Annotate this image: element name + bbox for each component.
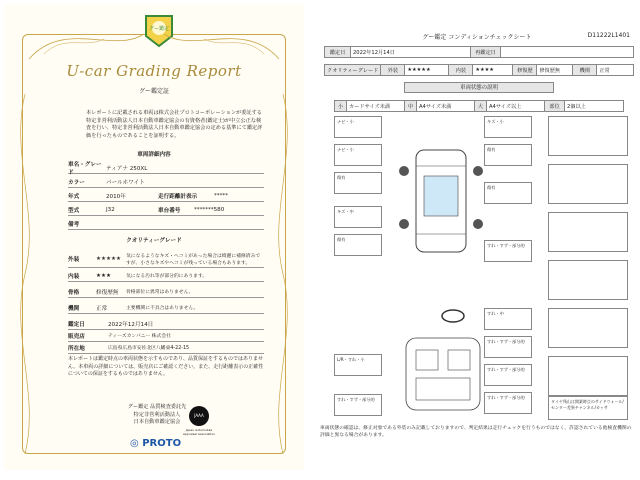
damage-box: L/R・すれ・小 xyxy=(334,354,382,376)
tire-box xyxy=(548,164,628,204)
vehicle-section-title: 車両詳細内容 xyxy=(137,152,171,158)
damage-box: キズ・中 xyxy=(334,206,382,228)
report-disclaimer: 本レポートは鑑定時点の車両状態を示すものであり、品質保証をするものではありません。本車両の詳細については、販売店にご確認ください。また、走行距離表示の正確性についての保証をするものではありません。 xyxy=(68,356,264,377)
tire-box xyxy=(548,308,628,348)
damage-box: すれ・すず・部分的 xyxy=(484,240,532,262)
ornament-right-icon xyxy=(268,94,298,454)
sheet-grade-table: クオリティーグレード 外装 ★★★★★ 内装 ★★★★ 修復歴 修復歴無 機関 正常 xyxy=(324,64,634,76)
damage-box: 傷有 xyxy=(334,172,382,194)
status-header: 車両状態の説明 xyxy=(404,82,554,93)
damage-box: すれ・すず・部分的 xyxy=(484,392,532,414)
sheet-code: D11222L1401 xyxy=(587,32,630,39)
ornament-top-icon xyxy=(24,14,284,64)
meta-row-dealer: 販売店 ティーズカンパニー 株式会社 xyxy=(68,330,264,342)
jaaa-subtitle: Japan Automobile Appraisal Association xyxy=(182,428,216,436)
damage-box: 傷有 xyxy=(334,234,382,256)
legend-table: 小 カードサイズ未満 中 A4サイズ未満 大 A4サイズ以上 部位 2個以上 xyxy=(334,100,624,112)
badge-text: グー鑑定 xyxy=(148,26,170,32)
car-interior-diagram xyxy=(396,334,490,414)
tire-box xyxy=(548,116,628,156)
damage-box: すれ・すず・部分的 xyxy=(484,364,532,386)
damage-box: すれ・すず・部分的 xyxy=(484,336,532,358)
quality-row-frame: 骨格 修復歴無 骨格部位に異常はありません。 xyxy=(68,286,264,298)
meta-row-address: 所在地 広島県広島市安佐北区八幡東4-22-15 xyxy=(68,342,264,354)
report-frame xyxy=(22,34,286,454)
condition-sheet xyxy=(320,4,634,470)
quality-row-exterior: 外装 ★★★★★ 気になるようなキズ・ヘコミがあった場合は綺麗に補修済みですが、小さなキズやヘコミが残っている場合もあります。 xyxy=(68,250,264,268)
sheet-header: グー鑑定 コンディションチェックシート xyxy=(422,34,532,41)
report-intro: 本レポートに記載される車両は株式会社プロトコーポレーションが委託する特定非営利活動法人日本自動車鑑定協会の有資格者(鑑定士)が中立公正な検査を行い、特定非営利活動法人日本自動車鑑定協会の定める基準にて鑑定評価を行ったものであることを証明する。 xyxy=(86,110,263,139)
quality-row-engine: 機関 正常 主要機関に不具合はありません。 xyxy=(68,302,264,314)
ornament-left-icon xyxy=(10,94,40,454)
grading-report xyxy=(4,4,304,470)
vehicle-row-color: カラー パールホワイト xyxy=(68,176,264,188)
tire-box xyxy=(548,356,628,396)
damage-box: キズ・小 xyxy=(484,116,532,138)
damage-box: すれ・中 xyxy=(484,308,532,330)
vehicle-row-remarks: 備考 xyxy=(68,218,264,230)
meta-row-date: 鑑定日 2022年12月14日 xyxy=(68,318,264,330)
damage-box: ナビ・小 xyxy=(334,144,382,166)
damage-box: ナビ・小 xyxy=(334,116,382,138)
vehicle-row-name: 車名・グレード ティアナ 250XL xyxy=(68,162,264,174)
report-subtitle: グー鑑定証 xyxy=(138,88,169,95)
report-title: U-car Grading Report xyxy=(66,62,242,80)
tire-box xyxy=(548,260,628,300)
tire-note: タイヤ残山は開業時点のサイドウォール/センター差異チャンネル/カッサ xyxy=(548,396,628,420)
damage-box: 傷有 xyxy=(484,144,532,166)
sheet-date-table: 鑑定日 2022年12月14日 再鑑定日 xyxy=(324,46,634,58)
damage-box: 傷有 xyxy=(484,182,532,204)
tire-box xyxy=(548,212,628,252)
proto-logo: ◎ PROTO xyxy=(130,438,182,449)
vehicle-row-model: 型式 J32 車台番号 *******580 xyxy=(68,204,264,216)
quality-row-interior: 内装 ★★★ 気になる汚れ等が部分的にあります。 xyxy=(68,270,264,282)
quality-section-title: クオリティーグレード xyxy=(126,238,182,244)
sheet-footnote: 車両状態の確認は、修正対象である外装のみ記載しておりますので、判定結果は走行チェックを行うものではなく、許認されている他検査機関の評価と異なる場合があります。 xyxy=(320,426,632,438)
issuer-text: グー鑑定 品質検査委託先 特定非営利活動法人 日本自動車鑑定協会 xyxy=(127,404,187,425)
car-top-view-diagram xyxy=(386,146,496,256)
jaaa-logo: JAAA xyxy=(189,406,209,426)
vehicle-row-year: 年式 2010年 走行距離計表示 ***** xyxy=(68,190,264,202)
damage-box: すれ・すず・部分的 xyxy=(334,394,382,416)
steering-wheel-icon xyxy=(440,308,466,324)
